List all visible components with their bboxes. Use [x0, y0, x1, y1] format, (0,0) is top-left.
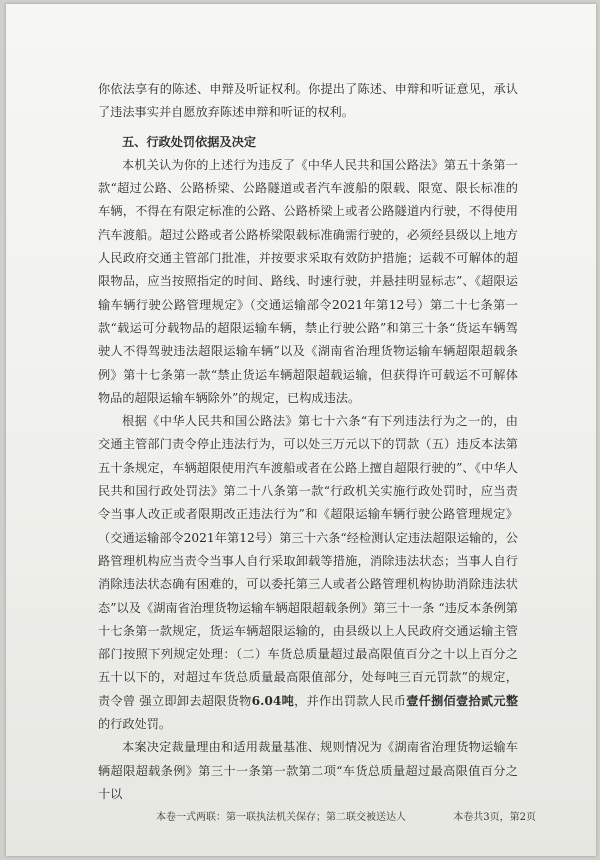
penalty-text-part-1: 根据《中华人民共和国公路法》第七十六条“有下列违法行为之一的，由交通主管部门责令停止违法行为，可以处三万元以下的罚款（五）违反本法第五十条规定，车辆超限使用汽车渡船或者在公路上擅自超限行驶的”、《中华人民共和国行政处罚法》第二十八条第一款“行政机关实施行政处罚时，应当责令当事人改正或者限期改正违法行为”和《超限运输车辆行驶公路管理规定》（交通运输部令2021年第12号）第三十六条“经检测认定违法超限运输的，公路管理机构应当责令当事人自行采取卸载等措施，消除违法状态；当事人自行消除违法状态确有困难的，可以委托第三人或者公路管理机构协助消除违法状态”以及《湖南省治理货物运输车辆超限超载条例》第三十一条 “违反本条例第十七条第一款规定，货运车辆超限运输的，由县级以上人民政府交通运输主管部门按照下列规定处理：（二）车货总质量超过最高限值百分之十以上百分之五十以下的，对超过车货总质量最高限值部分，处每吨三百元罚款”的规定，责令曾 强立即卸去超限货物 [98, 414, 518, 708]
penalty-text-part-3: 的行政处罚。 [98, 717, 172, 732]
footer-copies-note: 本卷一式两联：第一联执法机关保存；第二联交被送达人 [156, 812, 406, 823]
paragraph-violation-finding: 本机关认为你的上述行为违反了《中华人民共和国公路法》第五十条第一款“超过公路、公路桥梁、公路隧道或者汽车渡船的限载、限宽、限长标准的车辆，不得在有限定标准的公路、公路桥梁上或者公路隧道内行驶，不得使用汽车渡船。超过公路或者公路桥梁限载标准确需行驶的，必须经县级以上地方人民政府交通主管部门批准，并按要求采取有效防护措施；运载不可解体的超限物品，应当按照指定的时间、路线、时速行驶，并悬挂明显标志”、《超限运输车辆行驶公路管理规定》（交通运输部令2021年第12号）第二十七条第一款“载运可分载物品的超限运输车辆，禁止行驶公路”和第三十条“货运车辆驾驶人不得驾驶违法超限运输车辆”以及《湖南省治理货物运输车辆超限超载条例》第十七条第一款“禁止货运车辆超限超载运输，但获得许可载运不可解体物品的超限运输车辆除外”的规定，已构成违法。 [98, 157, 518, 405]
paragraph-penalty-decision [98, 410, 518, 736]
footer-page-number: 本卷共3页，第2页 [453, 812, 536, 823]
unload-tonnage: 6.04吨 [251, 693, 295, 708]
paragraph-discretion-basis: 本案决定裁量理由和适用裁量基准、规则情况为《湖南省治理货物运输车辆超限超载条例》第三十一条第一款第二项“车货总质量超过最高限值百分之十以 [98, 740, 518, 801]
penalty-text-part-2: ，并作出罚款人民币 [294, 693, 407, 708]
paragraph-rights-statement: 你依法享有的陈述、申辩及听证权利。你提出了陈述、申辩和听证意见，承认了违法事实并自愿放弃陈述申辩和听证的权利。 [98, 82, 518, 120]
section-heading-penalty-basis: 五、行政处罚依据及决定 [122, 134, 257, 149]
page-footer [156, 808, 536, 823]
fine-amount: 壹仟捌佰壹拾贰元整 [406, 693, 519, 708]
document-body [98, 78, 518, 806]
document-page [6, 4, 596, 856]
